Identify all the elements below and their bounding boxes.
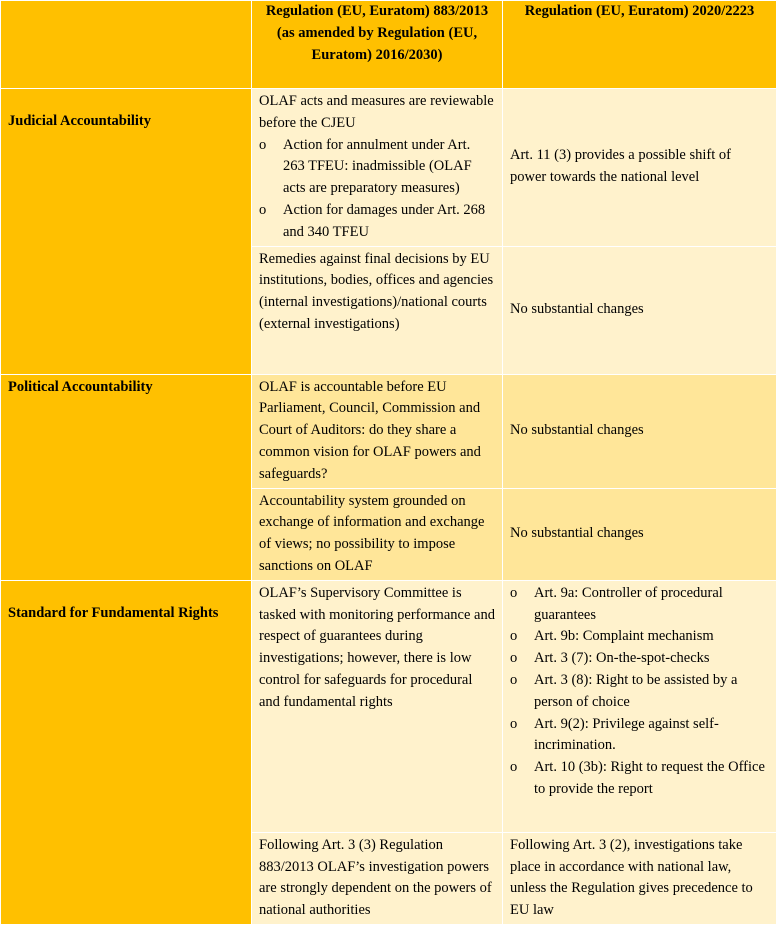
header-col-883-2013: Regulation (EU, Euratom) 883/2013 (as amended by Regulation (EU, Euratom) 2016/2030) [252, 1, 503, 89]
bullet-icon: o [510, 626, 534, 648]
list-item [510, 626, 769, 648]
rights-item-text: Art. 9b: Complaint mechanism [534, 626, 769, 648]
row-label-rights-text: Standard for Fundamental Rights [8, 583, 244, 625]
bullet-icon: o [510, 670, 534, 714]
judicial-bullet-damages: Action for damages under Art. 268 and 340 TFEU [283, 200, 495, 244]
list-item [259, 135, 495, 200]
political-r1-c2: No substantial changes [503, 374, 776, 488]
political-r2-c2: No substantial changes [503, 488, 776, 580]
bullet-icon: o [510, 714, 534, 758]
row-label-judicial [1, 89, 252, 375]
row-label-political [1, 374, 252, 580]
rights-r2-c1: Following Art. 3 (3) Regulation 883/2013 OLAF’s investigation powers are strongly dependent on the powers of national authorities [252, 832, 503, 924]
bullet-icon: o [259, 200, 283, 244]
rights-r1-c2 [503, 580, 776, 832]
bullet-icon: o [510, 583, 534, 627]
rights-item-text: Art. 9(2): Privilege against self-incrimination. [534, 714, 769, 758]
judicial-row-1 [1, 89, 776, 247]
list-item [510, 670, 769, 714]
bullet-icon: o [259, 135, 283, 200]
judicial-intro-text: OLAF acts and measures are reviewable before the CJEU [259, 91, 495, 135]
bullet-icon: o [510, 648, 534, 670]
row-label-political-text: Political Accountability [8, 377, 244, 399]
rights-item-text: Art. 3 (8): Right to be assisted by a person of choice [534, 670, 769, 714]
political-r1-c1: OLAF is accountable before EU Parliament, Council, Commission and Court of Auditors: do they share a common vision for OLAF powers and safeguards? [252, 374, 503, 488]
rights-item-text: Art. 3 (7): On-the-spot-checks [534, 648, 769, 670]
rights-r2-c2: Following Art. 3 (2), investigations take place in accordance with national law, unless the Regulation gives precedence to EU law [503, 832, 776, 924]
header-col-2020-2223: Regulation (EU, Euratom) 2020/2223 [503, 1, 776, 89]
rights-row-1 [1, 580, 776, 832]
list-item [510, 757, 769, 801]
judicial-r1-c1 [252, 89, 503, 247]
row-label-rights [1, 580, 252, 924]
rights-item-text: Art. 9a: Controller of procedural guarantees [534, 583, 769, 627]
header-empty-cell [1, 1, 252, 89]
political-row-1 [1, 374, 776, 488]
list-item [510, 583, 769, 627]
rights-r1-c1: OLAF’s Supervisory Committee is tasked with monitoring performance and respect of guarantees during investigations; however, there is low control for safeguards for procedural and fundamental rights [252, 580, 503, 832]
row-label-judicial-text: Judicial Accountability [8, 91, 244, 133]
rights-item-text: Art. 10 (3b): Right to request the Office to provide the report [534, 757, 769, 801]
list-item [510, 714, 769, 758]
judicial-bullet-annulment: Action for annulment under Art. 263 TFEU: inadmissible (OLAF acts are preparatory measures) [283, 135, 495, 200]
judicial-r2-c1: Remedies against final decisions by EU institutions, bodies, offices and agencies (internal investigations)/national courts (external investigations) [252, 246, 503, 374]
political-r2-c1: Accountability system grounded on exchange of information and exchange of views; no possibility to impose sanctions on OLAF [252, 488, 503, 580]
judicial-r2-c2: No substantial changes [503, 246, 776, 374]
header-row [1, 1, 776, 89]
bullet-icon: o [510, 757, 534, 801]
list-item [259, 200, 495, 244]
list-item [510, 648, 769, 670]
judicial-r1-c2: Art. 11 (3) provides a possible shift of power towards the national level [503, 89, 776, 247]
